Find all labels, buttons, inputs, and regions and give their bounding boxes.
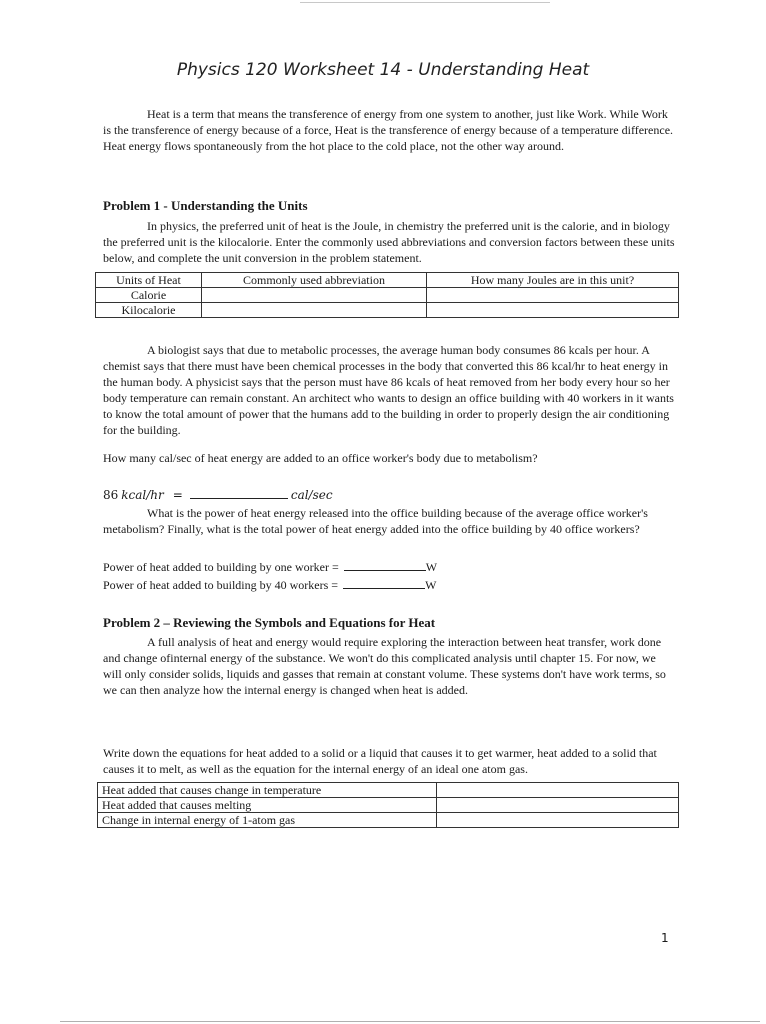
table-row [98, 798, 679, 813]
units-header-units: Units of Heat [96, 273, 202, 288]
intro-paragraph: Heat is a term that means the transference of energy from one system to another, just like Work. While Work is the transference of energy because of a force, Heat is the transference of energy because of a temperature difference. Heat energy flows spontaneously from the hot place to the cold place, not the other way around. [103, 107, 674, 153]
problem1-heading: Problem 1 - Understanding the Units [103, 198, 308, 213]
table-row [98, 813, 679, 828]
problem1-question: How many cal/sec of heat energy are added to an office worker's body due to metabolism? [103, 451, 538, 465]
problem1-description: In physics, the preferred unit of heat is the Joule, in chemistry the preferred unit is the calorie, and in biology the preferred unit is the kilocalorie. Enter the commonly used abbreviations and conversion factors between these units below, and complete the unit conversion in the problem statement. [103, 219, 675, 265]
problem2-description: A full analysis of heat and energy would require exploring the interaction between heat transfer, work done and change ofinternal energy of the substance. We won't do this complicated analysis until chapter 15. For now, we will only consider solids, liquids and gasses that remain at constant volume. These systems don't have work terms, so we can then analyze how the internal energy is changed when heat is added. [103, 635, 666, 697]
calorie-joules-cell[interactable] [427, 288, 679, 303]
one-worker-answer-blank[interactable] [344, 559, 426, 571]
calorie-abbreviation-cell[interactable] [202, 288, 427, 303]
units-header-joules: How many Joules are in this unit? [427, 273, 679, 288]
table-row [96, 303, 679, 318]
kilocalorie-abbreviation-cell[interactable] [202, 303, 427, 318]
forty-workers-line [103, 577, 436, 593]
equation-lhs-value: 86 [103, 488, 119, 502]
temperature-change-equation-cell[interactable] [437, 783, 679, 798]
units-row-label: Calorie [96, 288, 202, 303]
problem1-scenario: A biologist says that due to metabolic processes, the average human body consumes 86 kcals per hour. A chemist says that there must have been chemical processes in the body that converted this 86 kcal/hr to heat energy in the human body. A physicist says that the person must have 86 kcals of heat removed from her body every hour so her body temperature can remain constant. An architect who wants to design an office building with 40 workers in it wants to know the total amount of power that the humans add to the building in order to properly design the air conditioning for the building. [103, 343, 674, 437]
units-table-header-row [96, 273, 679, 288]
forty-workers-unit: W [425, 578, 437, 592]
page-title: Physics 120 Worksheet 14 - Understanding Heat [176, 60, 590, 80]
table-row [96, 288, 679, 303]
forty-workers-answer-blank[interactable] [343, 577, 425, 589]
equation-equals: = [172, 488, 183, 502]
equations-table [97, 782, 679, 828]
equation-row-label: Heat added that causes change in temperature [98, 783, 437, 798]
problem2-instruction: Write down the equations for heat added to a solid or a liquid that causes it to get warmer, heat added to a solid that causes it to melt, as well as the equation for the internal energy of an ideal one atom gas. [103, 746, 657, 776]
kilocalorie-joules-cell[interactable] [427, 303, 679, 318]
one-worker-label: Power of heat added to building by one worker = [103, 560, 339, 574]
melting-equation-cell[interactable] [437, 798, 679, 813]
one-worker-line [103, 559, 437, 575]
scan-artifact-top [300, 2, 550, 3]
table-row [98, 783, 679, 798]
equation-rhs-unit: cal/sec [290, 488, 333, 502]
units-table [95, 272, 679, 318]
cal-per-sec-answer-blank[interactable] [190, 487, 288, 499]
one-worker-unit: W [425, 560, 438, 574]
units-row-label: Kilocalorie [96, 303, 202, 318]
equation-lhs-unit: kcal/hr [121, 488, 164, 502]
equation-row-label: Change in internal energy of 1-atom gas [98, 813, 437, 828]
power-question: What is the power of heat energy released into the office building because of the average office worker's metabolism? Finally, what is the total power of heat energy added into the office building by 40 office workers? [103, 506, 648, 536]
scan-artifact-bottom [60, 1021, 760, 1022]
equation-row-label: Heat added that causes melting [98, 798, 437, 813]
problem2-heading: Problem 2 – Reviewing the Symbols and Equations for Heat [103, 615, 436, 630]
forty-workers-label: Power of heat added to building by 40 workers = [103, 578, 339, 592]
unit-conversion-equation [103, 487, 333, 503]
units-header-abbreviation: Commonly used abbreviation [202, 273, 427, 288]
internal-energy-equation-cell[interactable] [437, 813, 679, 828]
page-number: 1 [661, 931, 669, 945]
